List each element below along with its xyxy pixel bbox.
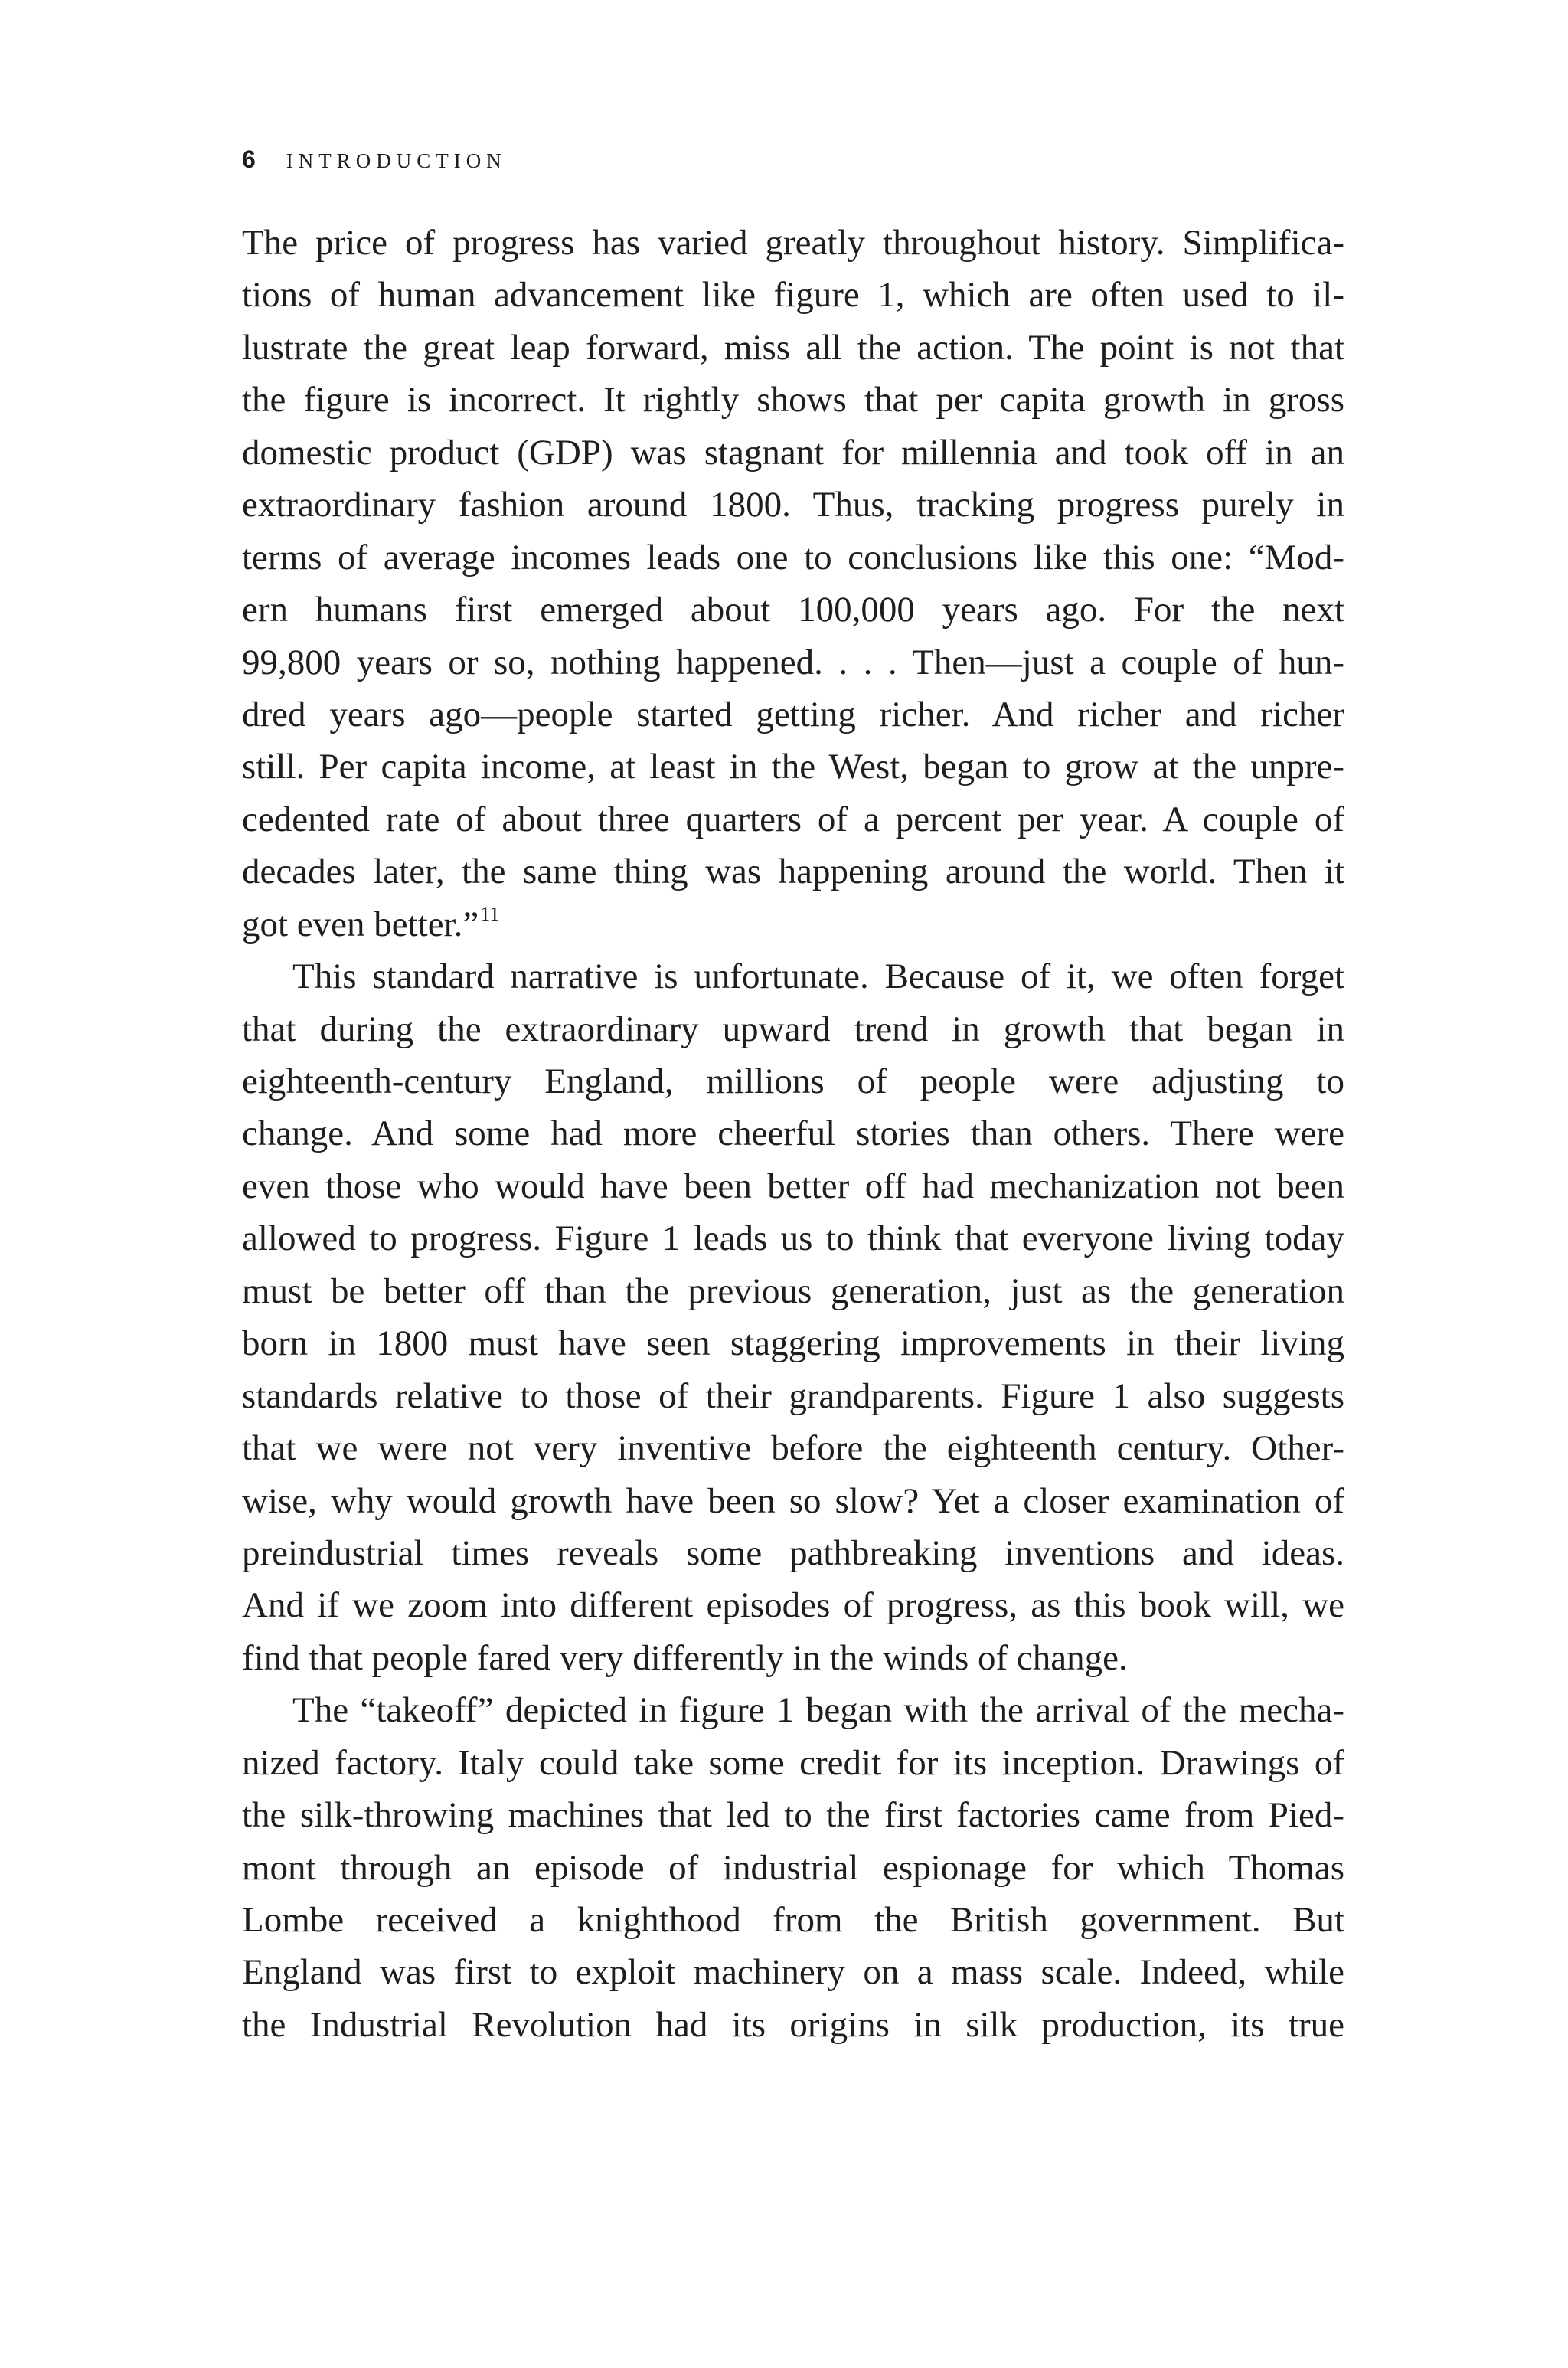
text-line: that we were not very inventive before the eighteenth century. Other- (242, 1428, 1344, 1469)
text-line: tions of human advancement like figure 1, which are often used to il- (242, 275, 1344, 316)
text-line: still. Per capita income, at least in the West, began to grow at the unpre- (242, 747, 1344, 787)
text-line: that during the extraordinary upward trend in growth that began in (242, 1009, 1344, 1049)
body-text (242, 217, 1344, 2051)
running-head (242, 146, 507, 184)
text-line: find that people fared very differently in the winds of change. (242, 1637, 1128, 1678)
text-line: mont through an episode of industrial espionage for which Thomas (242, 1847, 1344, 1888)
text-line: dred years ago—people started getting richer. And richer and richer (242, 694, 1344, 734)
text-line: allowed to progress. Figure 1 leads us to think that everyone living today (242, 1218, 1344, 1259)
text-line: wise, why would growth have been so slow? Yet a closer examination of (242, 1480, 1344, 1521)
text-line: terms of average incomes leads one to conclusions like this one: “Mod- (242, 537, 1344, 577)
text-line: ern humans first emerged about 100,000 years ago. For the next (242, 590, 1344, 630)
text-line: The “takeoff” depicted in figure 1 began with the arrival of the mecha- (292, 1690, 1344, 1731)
paragraph (242, 950, 1344, 1684)
text-line: the figure is incorrect. It rightly shows that per capita growth in gross (242, 380, 1344, 420)
text-line: decades later, the same thing was happening around the world. Then it (242, 852, 1344, 892)
text-line: extraordinary fashion around 1800. Thus, tracking progress purely in (242, 485, 1344, 525)
text-line: eighteenth-century England, millions of people were adjusting to (242, 1061, 1344, 1101)
text-line: preindustrial times reveals some pathbreaking inventions and ideas. (242, 1532, 1344, 1573)
text-line: got even better.”$^{11}$ (242, 902, 500, 944)
text-line: change. And some had more cheerful stories than others. There were (242, 1114, 1344, 1154)
paragraph (242, 1684, 1344, 2051)
section-title: INTRODUCTION (286, 149, 507, 172)
page-number: 6 (242, 146, 256, 173)
text-line: even those who would have been better off had mechanization not been (242, 1166, 1344, 1206)
text-line: domestic product (GDP) was stagnant for millennia and took off in an (242, 432, 1344, 473)
text-line: This standard narrative is unfortunate. Because of it, we often forget (292, 957, 1344, 997)
text-line: And if we zoom into different episodes of progress, as this book will, we (242, 1585, 1344, 1626)
text-line: The price of progress has varied greatly throughout history. Simplifica- (242, 223, 1344, 263)
text-line: England was first to exploit machinery on a mass scale. Indeed, while (242, 1952, 1344, 1993)
text-line: the Industrial Revolution had its origins in silk production, its true (242, 2004, 1344, 2045)
text-line: born in 1800 must have seen staggering improvements in their living (242, 1323, 1344, 1364)
text-line: 99,800 years or so, nothing happened. . . . Then—just a couple of hun- (242, 642, 1344, 682)
text-line: cedented rate of about three quarters of a percent per year. A couple of (242, 799, 1344, 839)
text-line: nized factory. Italy could take some credit for its inception. Drawings of (242, 1742, 1344, 1783)
text-line: lustrate the great leap forward, miss all the action. The point is not that (242, 327, 1344, 368)
text-line: the silk-throwing machines that led to the first factories came from Pied- (242, 1795, 1344, 1836)
text-line: must be better off than the previous generation, just as the generation (242, 1271, 1344, 1311)
text-line: Lombe received a knighthood from the British government. But (242, 1900, 1344, 1940)
footnote-reference: 11 (480, 902, 500, 925)
paragraph (242, 217, 1344, 950)
text-line: standards relative to those of their grandparents. Figure 1 also suggests (242, 1375, 1344, 1416)
